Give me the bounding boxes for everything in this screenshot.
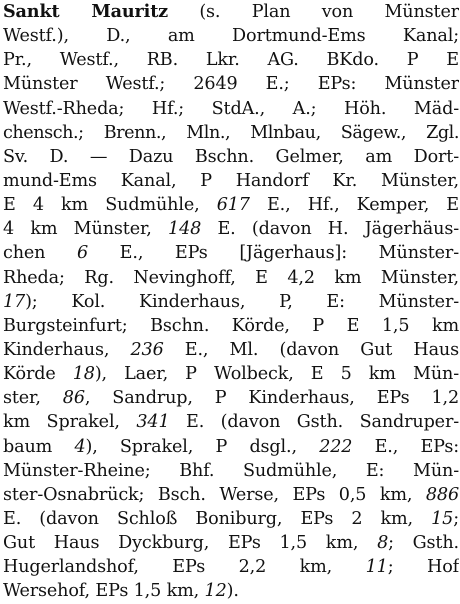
text-segment: E., Ml. (davon Gut Haus [163,339,459,360]
entry-line [3,410,459,434]
text-segment: Westf.), D., am Dortmund-Ems Kanal; [3,26,459,47]
text-segment: Wersehof, EPs 1,5 km, [3,581,205,602]
population-figure: 617 [216,195,250,216]
text-segment: chensch.; Brenn., Mln., Mlnbau, Sägew., Zgl. [3,122,459,143]
text-segment: Pr., Westf., RB. Lkr. AG. BKdo. P E [3,50,459,71]
text-segment: ); Kol. Kinderhaus, P, E: Münster- [25,291,459,312]
text-segment: ster, [3,388,63,409]
text-segment: ster-Osnabrück; Bsch. Werse, EPs 0,5 km, [3,484,426,505]
entry-line [3,145,459,169]
population-figure: 341 [136,412,170,433]
population-figure: 236 [130,339,164,360]
population-figure: 886 [425,484,459,505]
entry-line [3,435,459,459]
text-segment: Münster-Rheine; Bhf. Sudmühle, E: Mün- [3,460,459,481]
text-segment: Kinderhaus, [3,339,131,360]
entry-line [3,314,459,338]
entry-line [3,217,459,241]
entry-line [3,72,459,96]
population-figure: 12 [204,581,227,602]
text-segment: baum [3,436,75,457]
entry-line [3,24,459,48]
entry-line [3,193,459,217]
entry-line [3,531,459,555]
text-segment: E. (davon Gsth. Sandruper- [169,412,459,433]
entry-line [3,386,459,410]
text-segment: , Sandrup, P Kinderhaus, EPs 1,2 [84,388,459,409]
entry-line [3,0,459,24]
entry-headword: Sankt Mauritz [3,1,169,22]
text-segment: E 4 km Sudmühle, [3,195,217,216]
text-segment: Westf.-Rheda; Hf.; StdA., A.; Höh. Mäd- [3,98,459,119]
text-segment: ; Gsth. [388,533,459,554]
text-segment: mund-Ems Kanal, P Handorf Kr. Münster, [3,170,459,191]
population-figure: 6 [76,243,89,264]
text-segment: ; Hof [387,557,459,578]
text-segment: Gut Haus Dyckburg, EPs 1,5 km, [3,533,378,554]
text-segment: E. (davon Schloß Boniburg, EPs 2 km, [3,508,432,529]
text-segment: Sv. D. — Dazu Bschn. Gelmer, am Dort- [3,146,459,167]
population-figure: 4 [74,436,86,457]
population-figure: 148 [168,219,202,240]
population-figure: 17 [3,291,26,312]
entry-line [3,97,459,121]
entry-line [3,169,459,193]
text-segment: (s. Plan von Münster [168,2,459,22]
entry-line-last [3,579,459,603]
text-segment: E. (davon H. Jägerhäus- [201,219,459,240]
text-segment: km Sprakel, [3,412,137,433]
population-figure: 8 [377,533,389,554]
text-segment: 4 km Münster, [3,219,169,240]
population-figure: 18 [72,364,95,385]
text-segment: chen [3,243,77,264]
text-segment: Burgsteinfurt; Bschn. Körde, P E 1,5 km [3,315,459,336]
text-segment: ). [226,581,239,602]
population-figure: 11 [365,557,388,578]
population-figure: 15 [431,508,454,529]
text-segment: Hugerlandshof, EPs 2,2 km, [3,557,366,578]
entry-line [3,290,459,314]
entry-line [3,266,459,290]
entry-line [3,362,459,386]
entry-line [3,459,459,483]
text-segment: ), Laer, P Wolbeck, E 5 km Mün- [94,364,459,385]
entry-line [3,338,459,362]
population-figure: 222 [319,436,353,457]
gazetteer-entry-sankt-mauritz [3,0,459,604]
text-segment: Körde [3,364,73,385]
entry-line [3,241,459,265]
text-segment: ; [453,508,459,529]
text-segment: Rheda; Rg. Nevinghoff, E 4,2 km Münster, [3,267,459,288]
population-figure: 86 [62,388,85,409]
entry-line [3,121,459,145]
text-segment: E., Hf., Kemper, E [249,195,459,216]
entry-line [3,555,459,579]
text-segment: E., EPs [Jägerhaus]: Münster- [88,243,459,264]
text-segment: ), Sprakel, P dsgl., [85,436,320,457]
entry-line [3,507,459,531]
entry-line [3,48,459,72]
text-segment: E., EPs: [352,436,459,457]
text-segment: Münster Westf.; 2649 E.; EPs: Münster [3,74,459,95]
entry-line [3,483,459,507]
